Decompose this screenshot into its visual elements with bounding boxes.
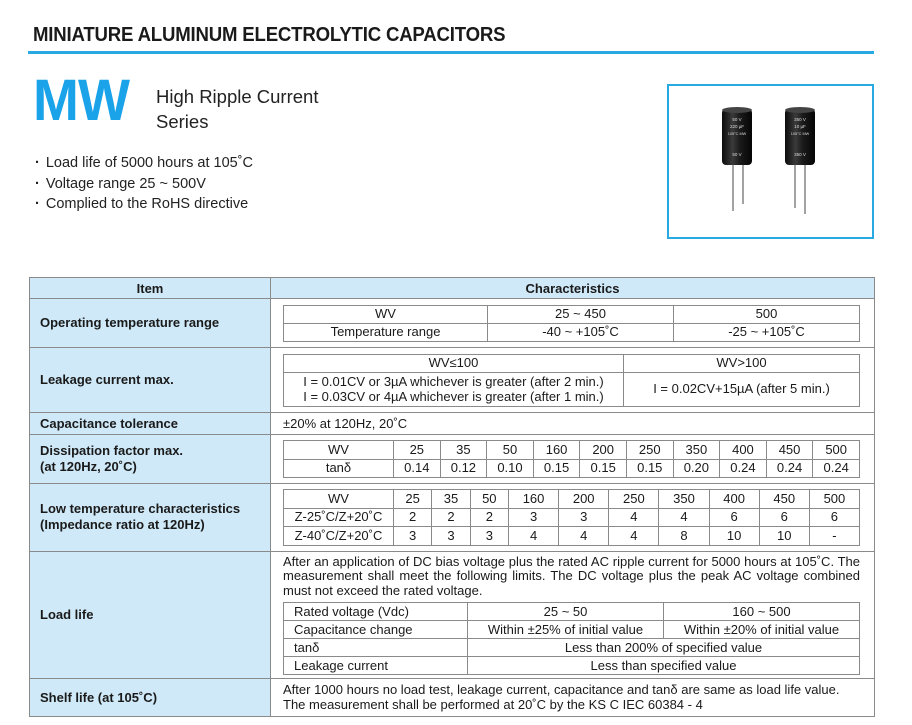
lowtemp-wv-cell: 350 bbox=[659, 490, 709, 509]
df-wv-cell: 200 bbox=[580, 441, 627, 460]
leakage-col1-line2: I = 0.03CV or 4µA whichever is greater (after 1 min.) bbox=[303, 389, 604, 404]
load-tan-value: Less than 200% of specified value bbox=[468, 639, 860, 657]
lowtemp-z25-label: Z-25˚C/Z+20˚C bbox=[284, 508, 394, 527]
char-load-life bbox=[271, 551, 875, 679]
lowtemp-z25-cell: 6 bbox=[809, 508, 859, 527]
series-name-line2: Series bbox=[156, 111, 209, 132]
df-tan-cell: 0.15 bbox=[626, 459, 673, 478]
op-temp-wv-label: WV bbox=[284, 305, 488, 323]
item-shelf-life: Shelf life (at 105˚C) bbox=[30, 679, 271, 717]
op-temp-range-col1: -40 ~ +105˚C bbox=[488, 323, 674, 341]
leakage-head-col2: WV>100 bbox=[624, 354, 860, 372]
df-wv-label: WV bbox=[284, 441, 394, 460]
lowtemp-wv-cell: 35 bbox=[432, 490, 470, 509]
lowtemp-z40-cell: 4 bbox=[609, 527, 659, 546]
capacitor-1 bbox=[722, 107, 752, 211]
item-df-line2: (at 120Hz, 20˚C) bbox=[40, 459, 137, 474]
char-shelf-life bbox=[271, 679, 875, 717]
spec-table bbox=[29, 277, 875, 717]
df-wv-cell: 250 bbox=[626, 441, 673, 460]
df-table bbox=[283, 440, 860, 478]
header-characteristics: Characteristics bbox=[271, 278, 875, 299]
cap2-marking4: 350 V bbox=[794, 152, 806, 157]
series-name-line1: High Ripple Current bbox=[156, 86, 319, 107]
lowtemp-z25-cell: 6 bbox=[709, 508, 759, 527]
lowtemp-z40-cell: 10 bbox=[709, 527, 759, 546]
shelf-line1: After 1000 hours no load test, leakage current, capacitance and tanδ are same as load life value. bbox=[283, 682, 840, 697]
lowtemp-z25-cell: 4 bbox=[659, 508, 709, 527]
lowtemp-z25-cell: 3 bbox=[508, 508, 558, 527]
char-op-temp bbox=[271, 299, 875, 348]
df-wv-cell: 50 bbox=[487, 441, 534, 460]
cap1-marking1: 50 V bbox=[732, 117, 742, 122]
feature-item: · Load life of 5000 hours at 105˚C bbox=[35, 153, 253, 174]
op-temp-wv-col2: 500 bbox=[674, 305, 860, 323]
item-leakage: Leakage current max. bbox=[30, 348, 271, 413]
load-leak-value: Less than specified value bbox=[468, 657, 860, 675]
lowtemp-z40-cell: 10 bbox=[759, 527, 809, 546]
lowtemp-z40-cell: 4 bbox=[508, 527, 558, 546]
leakage-table bbox=[283, 354, 860, 407]
lowtemp-z25-cell: 2 bbox=[432, 508, 470, 527]
leakage-head-col1: WV≤100 bbox=[284, 354, 624, 372]
load-cap-col1: Within ±25% of initial value bbox=[468, 621, 664, 639]
op-temp-table bbox=[283, 305, 860, 342]
item-lowtemp-line1: Low temperature characteristics bbox=[40, 501, 241, 517]
feature-list bbox=[35, 153, 253, 215]
df-tan-cell: 0.12 bbox=[440, 459, 487, 478]
header-item: Item bbox=[30, 278, 271, 299]
leakage-col2-body: I = 0.02CV+15µA (after 5 min.) bbox=[624, 372, 860, 406]
feature-item: · Complied to the RoHS directive bbox=[35, 194, 253, 215]
lowtemp-z40-cell: 3 bbox=[394, 527, 432, 546]
char-cap-tol: ±20% at 120Hz, 20˚C bbox=[271, 413, 875, 435]
load-cap-label: Capacitance change bbox=[284, 621, 468, 639]
df-wv-cell: 35 bbox=[440, 441, 487, 460]
lowtemp-z25-cell: 4 bbox=[609, 508, 659, 527]
page-title: MINIATURE ALUMINUM ELECTROLYTIC CAPACITORS bbox=[33, 24, 506, 46]
lowtemp-z40-cell: 8 bbox=[659, 527, 709, 546]
lowtemp-z40-label: Z-40˚C/Z+20˚C bbox=[284, 527, 394, 546]
item-lowtemp-line2: (Impedance ratio at 120Hz) bbox=[40, 517, 205, 533]
cap2-marking1: 350 V bbox=[794, 117, 806, 122]
df-tan-cell: 0.15 bbox=[580, 459, 627, 478]
leakage-col1-line1: I = 0.01CV or 3µA whichever is greater (after 2 min.) bbox=[303, 374, 604, 389]
lowtemp-wv-cell: 50 bbox=[470, 490, 508, 509]
series-name bbox=[156, 84, 318, 134]
capacitor-2 bbox=[785, 107, 815, 214]
df-wv-cell: 450 bbox=[766, 441, 813, 460]
lowtemp-z40-cell: 3 bbox=[470, 527, 508, 546]
cap1-marking4: 50 V bbox=[732, 152, 742, 157]
capacitor-image bbox=[669, 86, 872, 237]
df-tan-cell: 0.20 bbox=[673, 459, 720, 478]
item-cap-tol: Capacitance tolerance bbox=[30, 413, 271, 435]
feature-item: · Voltage range 25 ~ 500V bbox=[35, 174, 253, 195]
load-rv-label: Rated voltage (Vdc) bbox=[284, 603, 468, 621]
load-leak-label: Leakage current bbox=[284, 657, 468, 675]
lowtemp-wv-cell: 450 bbox=[759, 490, 809, 509]
df-wv-cell: 350 bbox=[673, 441, 720, 460]
load-rv-col2: 160 ~ 500 bbox=[664, 603, 860, 621]
df-wv-cell: 500 bbox=[813, 441, 860, 460]
lowtemp-wv-cell: 160 bbox=[508, 490, 558, 509]
load-rv-col1: 25 ~ 50 bbox=[468, 603, 664, 621]
cap2-marking3: 105°C MW bbox=[790, 132, 810, 136]
shelf-line2: The measurement shall be performed at 20˚C by the KS C IEC 60384 - 4 bbox=[283, 696, 703, 712]
lowtemp-z40-cell: 3 bbox=[432, 527, 470, 546]
df-tan-label: tanδ bbox=[284, 459, 394, 478]
df-tan-cell: 0.24 bbox=[720, 459, 767, 478]
lowtemp-z25-cell: 2 bbox=[470, 508, 508, 527]
lowtemp-wv-cell: 200 bbox=[559, 490, 609, 509]
op-temp-range-label: Temperature range bbox=[284, 323, 488, 341]
lowtemp-wv-cell: 400 bbox=[709, 490, 759, 509]
lowtemp-wv-cell: 500 bbox=[809, 490, 859, 509]
df-tan-cell: 0.10 bbox=[487, 459, 534, 478]
leakage-col1-body bbox=[284, 372, 624, 406]
cap1-marking3: 105°C MW bbox=[727, 132, 747, 136]
cap2-marking2: 10 µF bbox=[794, 124, 806, 129]
cap1-marking2: 220 µF bbox=[729, 124, 745, 129]
product-photo bbox=[667, 84, 874, 239]
char-df bbox=[271, 435, 875, 484]
lowtemp-z25-cell: 3 bbox=[559, 508, 609, 527]
load-tan-label: tanδ bbox=[284, 639, 468, 657]
lowtemp-z25-cell: 2 bbox=[394, 508, 432, 527]
df-wv-cell: 400 bbox=[720, 441, 767, 460]
item-op-temp: Operating temperature range bbox=[30, 299, 271, 348]
lowtemp-table bbox=[283, 489, 860, 546]
char-leakage bbox=[271, 348, 875, 413]
df-tan-cell: 0.15 bbox=[533, 459, 580, 478]
item-lowtemp bbox=[30, 484, 271, 552]
item-df-line1: Dissipation factor max. bbox=[40, 443, 184, 458]
char-lowtemp bbox=[271, 484, 875, 552]
load-cap-col2: Within ±20% of initial value bbox=[664, 621, 860, 639]
series-code: MW bbox=[33, 68, 130, 133]
lowtemp-wv-label: WV bbox=[284, 490, 394, 509]
lowtemp-wv-cell: 250 bbox=[609, 490, 659, 509]
load-life-text: After an application of DC bias voltage plus the rated AC ripple current for 5000 hours at 105˚C. The measurement shall meet the following limits. The DC voltage plus the peak AC voltage combined must not exceed the rated voltage. bbox=[283, 553, 860, 598]
item-load-life: Load life bbox=[30, 551, 271, 679]
df-wv-cell: 25 bbox=[394, 441, 441, 460]
item-df bbox=[30, 435, 271, 484]
df-tan-cell: 0.14 bbox=[394, 459, 441, 478]
load-life-table bbox=[283, 602, 860, 675]
lowtemp-z40-cell: 4 bbox=[559, 527, 609, 546]
df-tan-cell: 0.24 bbox=[813, 459, 860, 478]
op-temp-wv-col1: 25 ~ 450 bbox=[488, 305, 674, 323]
op-temp-range-col2: -25 ~ +105˚C bbox=[674, 323, 860, 341]
lowtemp-z25-cell: 6 bbox=[759, 508, 809, 527]
lowtemp-wv-cell: 25 bbox=[394, 490, 432, 509]
lowtemp-z40-cell: - bbox=[809, 527, 859, 546]
df-wv-cell: 160 bbox=[533, 441, 580, 460]
title-divider bbox=[28, 51, 874, 54]
df-tan-cell: 0.24 bbox=[766, 459, 813, 478]
